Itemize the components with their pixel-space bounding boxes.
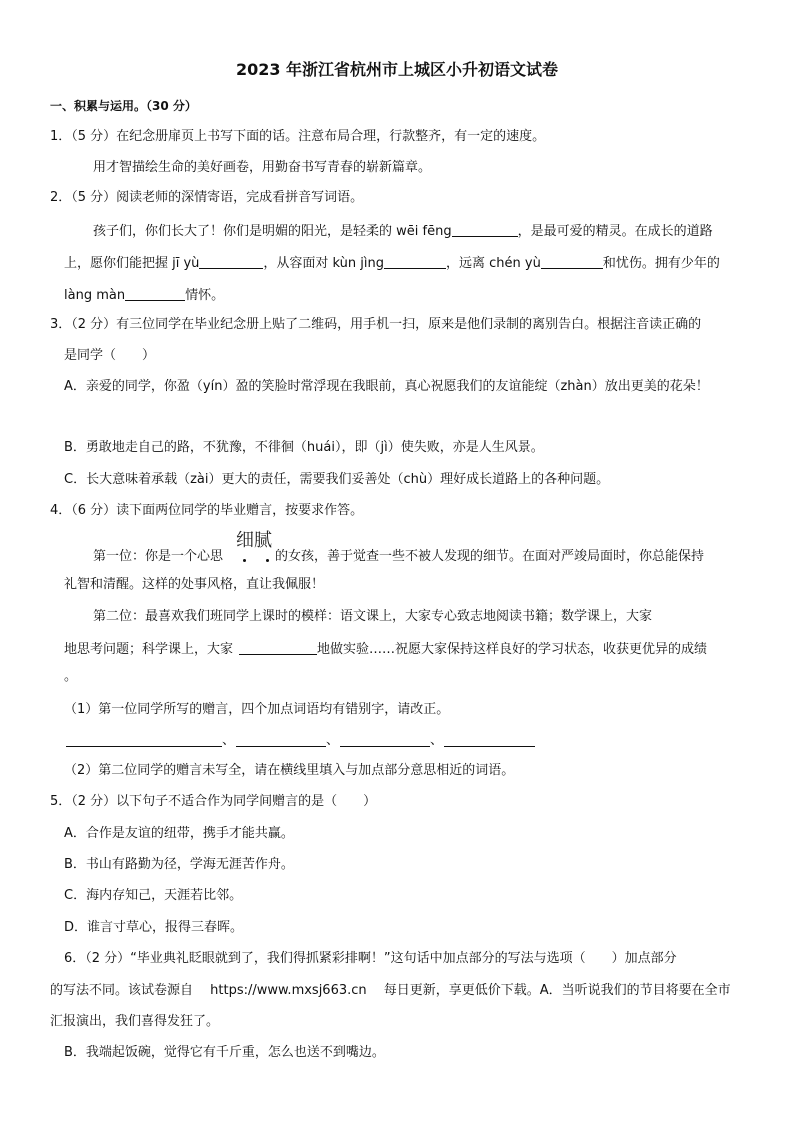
question-1-text: 用才智描绘生命的美好画卷，用勤奋书写青春的崭新篇章。 — [93, 160, 432, 175]
passage-text: 上，愿你们能把握 jī yù — [64, 256, 200, 271]
option-b[interactable]: B．勇敢地走自己的路，不犹豫，不徘徊（huái），即（jì）使失败，亦是人生风景。 — [64, 440, 544, 455]
answer-blank[interactable] — [452, 222, 518, 237]
question-4-part-1: （1）第一位同学所写的赠言，四个加点词语均有错别字，请改正。 — [64, 702, 450, 717]
answer-blank[interactable] — [541, 254, 603, 269]
option-c[interactable]: C．海内存知己，天涯若比邻。 — [64, 888, 243, 903]
separator: 、 — [326, 733, 340, 748]
first-message-line-1 — [93, 549, 704, 565]
section-heading: 一、积累与运用。（30 分） — [50, 99, 197, 113]
question-6-cont-2: 汇报演出，我们喜得发狂了。 — [50, 1014, 220, 1029]
handwritten-correction: 细腻 — [236, 530, 272, 551]
separator: 、 — [430, 733, 444, 748]
second-message-line-2 — [64, 640, 707, 658]
passage-text: 孩子们，你们长大了！你们是明媚的阳光，是轻柔的 wēi fēng — [93, 224, 452, 239]
answer-line[interactable] — [236, 746, 326, 747]
passage-text: 地做实验……祝愿大家保持这样良好的学习状态，收获更优异的成绩 — [317, 642, 708, 657]
question-6-cont: 的写法不同。该试卷源自 https://www.mxsj663.cn 每日更新，享更低价下载。A．当听说我们的节目将要在全市 — [50, 983, 731, 998]
answer-blank[interactable] — [199, 254, 263, 269]
passage-text: 第一位：你是一个心思 — [93, 549, 224, 564]
passage-text: ，是最可爱的精灵。在成长的道路 — [517, 224, 713, 239]
second-message-line-1: 第二位：最喜欢我们班同学上课时的模样：语文课上，大家专心致志地阅读书籍；数学课上，大家 — [93, 609, 653, 624]
passage-text: làng màn — [64, 288, 126, 303]
answer-blank[interactable] — [239, 640, 317, 655]
option-a[interactable]: A．亲爱的同学，你盈（yín）盈的笑脸时常浮现在我眼前，真心祝愿我们的友谊能绽（zhàn）放出更美的花朵！ — [64, 379, 709, 394]
question-2-para-line-2 — [64, 254, 720, 272]
passage-text: ，从容面对 kùn jìng — [263, 256, 385, 271]
option-d[interactable]: D．谁言寸草心，报得三春晖。 — [64, 920, 244, 935]
answer-line[interactable] — [340, 746, 430, 747]
separator: 、 — [222, 733, 236, 748]
passage-text: 地思考问题；科学课上，大家 — [64, 642, 234, 657]
option-a[interactable]: A．合作是友谊的纽带，携手才能共赢。 — [64, 826, 294, 841]
question-3-cont: 是同学（ ） — [64, 348, 156, 363]
option-b[interactable]: B．我端起饭碗，觉得它有千斤重，怎么也送不到嘴边。 — [64, 1045, 385, 1060]
question-1: 1．（5 分）在纪念册扉页上书写下面的话。注意布局合理，行款整齐，有一定的速度。 — [50, 129, 546, 144]
page-title: 2023 年浙江省杭州市上城区小升初语文试卷 — [235, 60, 559, 79]
second-message-line-3: 。 — [64, 669, 78, 684]
option-b[interactable]: B．书山有路勤为径，学海无涯苦作舟。 — [64, 857, 294, 872]
question-3: 3．（2 分）有三位同学在毕业纪念册上贴了二维码，用手机一扫，原来是他们录制的离别告白。根据注音读正确的 — [50, 317, 702, 332]
passage-text: 情怀。 — [185, 288, 225, 303]
answer-line[interactable] — [66, 746, 222, 747]
question-2: 2．（5 分）阅读老师的深情寄语，完成看拼音写词语。 — [50, 190, 364, 205]
passage-text: 的女孩，善于觉查一些不被人发现的细节。在面对严竣局面时，你总能保持 — [275, 549, 705, 564]
question-6: 6．（2 分）“毕业典礼眨眼就到了，我们得抓紧彩排啊！”这句话中加点部分的写法与选项（ ）加点部分 — [64, 951, 677, 966]
answer-blank[interactable] — [125, 286, 185, 301]
option-c[interactable]: C．长大意味着承载（zài）更大的责任，需要我们妥善处（chù）理好成长道路上的各种问题。 — [64, 472, 610, 487]
question-2-para-line-1 — [93, 222, 713, 240]
passage-text: 和忧伤。拥有少年的 — [602, 256, 720, 271]
question-4: 4．（6 分）读下面两位同学的毕业赠言，按要求作答。 — [50, 503, 364, 518]
answer-blank[interactable] — [384, 254, 446, 269]
question-5: 5．（2 分）以下句子不适合作为同学间赠言的是（ ） — [50, 794, 377, 809]
passage-text: ，远离 chén yù — [446, 256, 541, 271]
first-message-line-2: 礼智和清醒。这样的处事风格，直让我佩服！ — [64, 577, 325, 592]
answer-line[interactable] — [444, 746, 535, 747]
question-4-part-2: （2）第二位同学的赠言未写全，请在横线里填入与加点部分意思相近的词语。 — [64, 763, 515, 778]
question-2-para-line-3 — [64, 286, 224, 304]
